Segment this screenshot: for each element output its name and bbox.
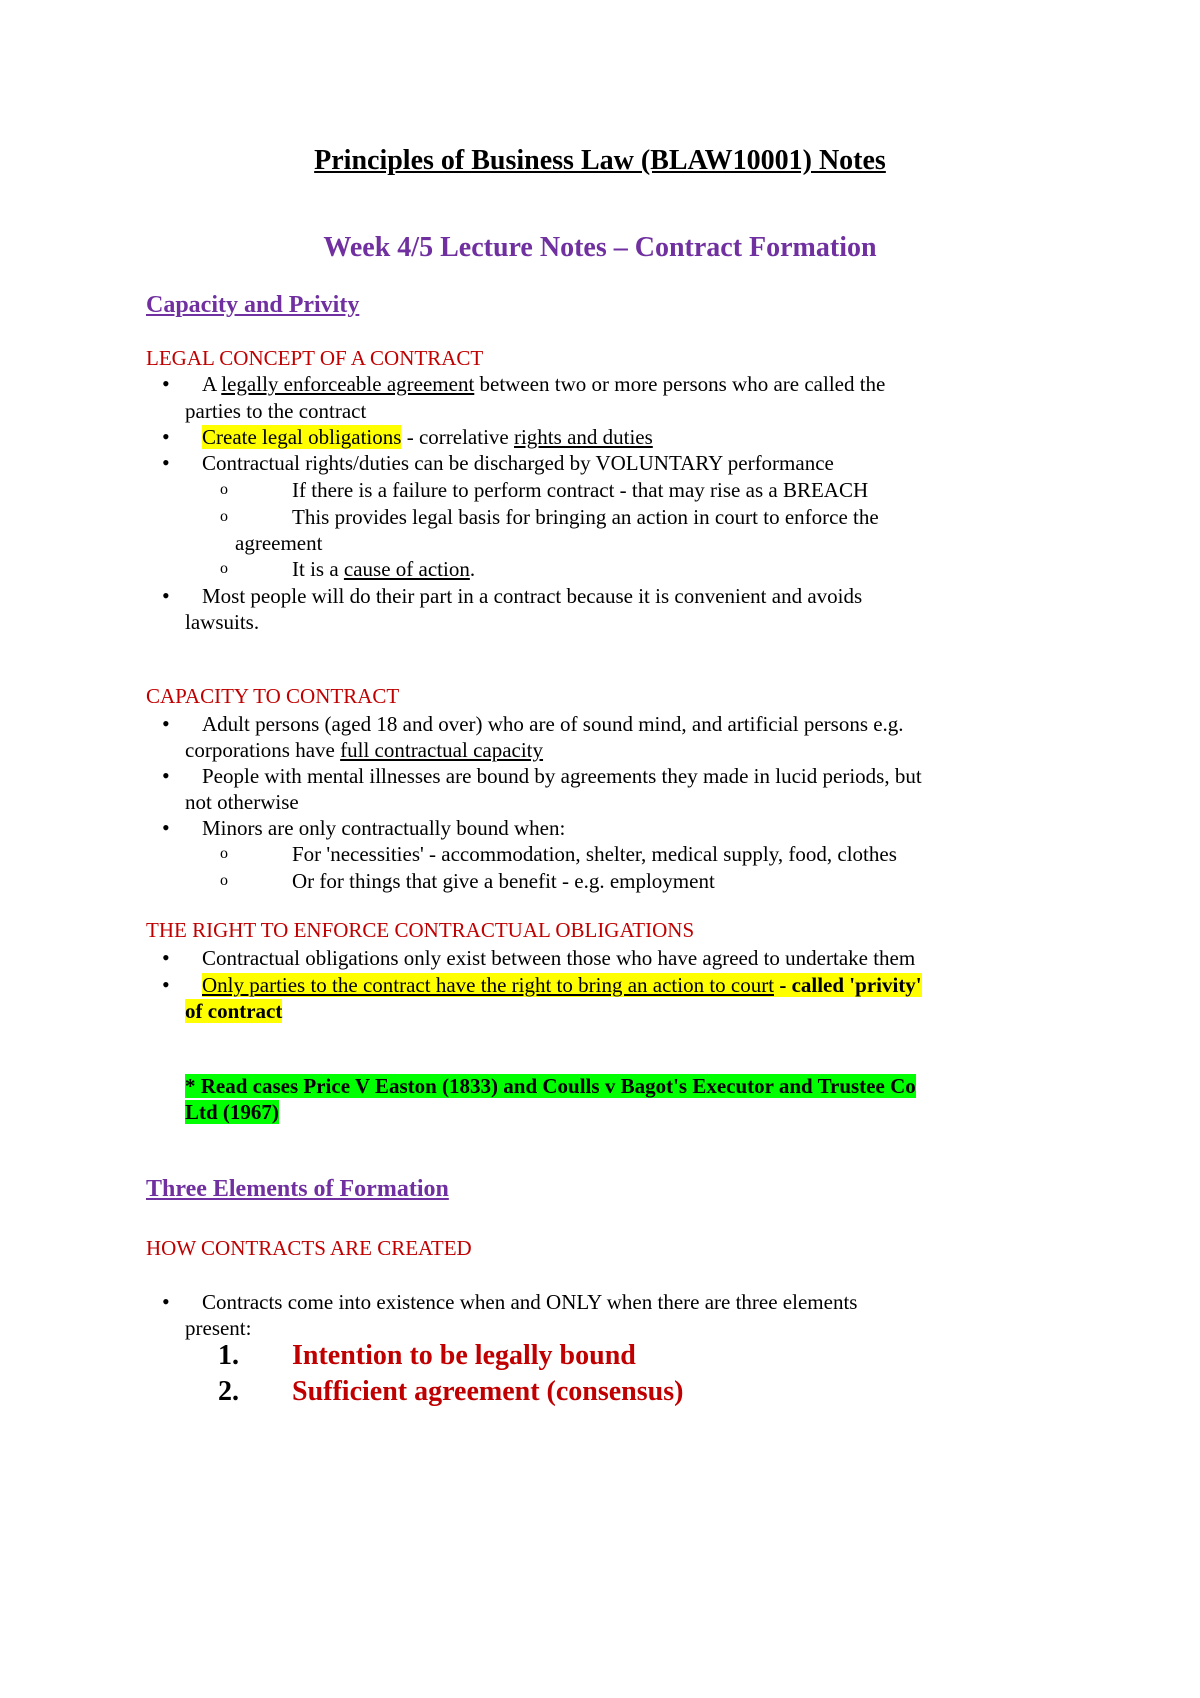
list-item: Minors are only contractually bound when: — [202, 816, 566, 840]
section-capacity-and-privity: Capacity and Privity — [146, 292, 360, 318]
list-item: Adult persons (aged 18 and over) who are of sound mind, and artificial persons e.g. — [202, 712, 904, 736]
heading-right-to-enforce: THE RIGHT TO ENFORCE CONTRACTUAL OBLIGATIONS — [146, 918, 695, 942]
circle-bullet-icon: o — [220, 560, 228, 577]
bullet-icon: • — [162, 371, 170, 396]
bullet-icon: • — [162, 945, 170, 970]
bullet-icon: • — [162, 815, 170, 840]
circle-bullet-icon: o — [220, 481, 228, 498]
heading-legal-concept: LEGAL CONCEPT OF A CONTRACT — [146, 346, 484, 370]
sub-list-item: If there is a failure to perform contract - that may rise as a BREACH — [292, 478, 869, 502]
sub-list-item-continuation: agreement — [235, 531, 323, 555]
list-item-continuation: not otherwise — [185, 790, 299, 814]
numbered-item-number: 2. — [218, 1376, 239, 1407]
list-item-continuation: lawsuits. — [185, 610, 260, 634]
section-three-elements: Three Elements of Formation — [146, 1176, 449, 1202]
bullet-icon: • — [162, 972, 170, 997]
case-reading-note-continuation: Ltd (1967) — [185, 1100, 279, 1124]
bullet-icon: • — [162, 1289, 170, 1314]
document-subtitle: Week 4/5 Lecture Notes – Contract Formation — [323, 232, 877, 263]
heading-capacity-to-contract: CAPACITY TO CONTRACT — [146, 684, 400, 708]
bullet-icon: • — [162, 763, 170, 788]
list-item-continuation: of contract — [185, 999, 283, 1023]
numbered-item-number: 1. — [218, 1340, 239, 1371]
list-item-continuation: present: — [185, 1316, 252, 1340]
list-item: Contractual obligations only exist between those who have agreed to undertake them — [202, 946, 916, 970]
heading-how-contracts-created: HOW CONTRACTS ARE CREATED — [146, 1236, 472, 1260]
list-item: Only parties to the contract have the right to bring an action to court - called 'privity' — [202, 973, 922, 997]
list-item-continuation: corporations have full contractual capacity — [185, 738, 544, 762]
bullet-icon: • — [162, 583, 170, 608]
sub-list-item: It is a cause of action. — [292, 557, 476, 581]
bullet-icon: • — [162, 424, 170, 449]
bullet-icon: • — [162, 711, 170, 736]
circle-bullet-icon: o — [220, 508, 228, 525]
list-item-continuation: parties to the contract — [185, 399, 367, 423]
circle-bullet-icon: o — [220, 845, 228, 862]
document-title: Principles of Business Law (BLAW10001) Notes — [314, 145, 886, 176]
circle-bullet-icon: o — [220, 872, 228, 889]
list-item: A legally enforceable agreement between two or more persons who are called the — [202, 372, 886, 396]
numbered-item-text: Intention to be legally bound — [292, 1340, 636, 1371]
list-item: Most people will do their part in a contract because it is convenient and avoids — [202, 584, 863, 608]
sub-list-item: Or for things that give a benefit - e.g. employment — [292, 869, 715, 893]
list-item: Contracts come into existence when and ONLY when there are three elements — [202, 1290, 858, 1314]
list-item: Contractual rights/duties can be discharged by VOLUNTARY performance — [202, 451, 834, 475]
sub-list-item: For 'necessities' - accommodation, shelter, medical supply, food, clothes — [292, 842, 897, 866]
list-item: Create legal obligations - correlative rights and duties — [202, 425, 653, 449]
case-reading-note: * Read cases Price V Easton (1833) and Coulls v Bagot's Executor and Trustee Co — [185, 1074, 916, 1098]
numbered-item-text: Sufficient agreement (consensus) — [292, 1376, 684, 1407]
list-item: People with mental illnesses are bound by agreements they made in lucid periods, but — [202, 764, 922, 788]
sub-list-item: This provides legal basis for bringing an action in court to enforce the — [292, 505, 879, 529]
bullet-icon: • — [162, 450, 170, 475]
